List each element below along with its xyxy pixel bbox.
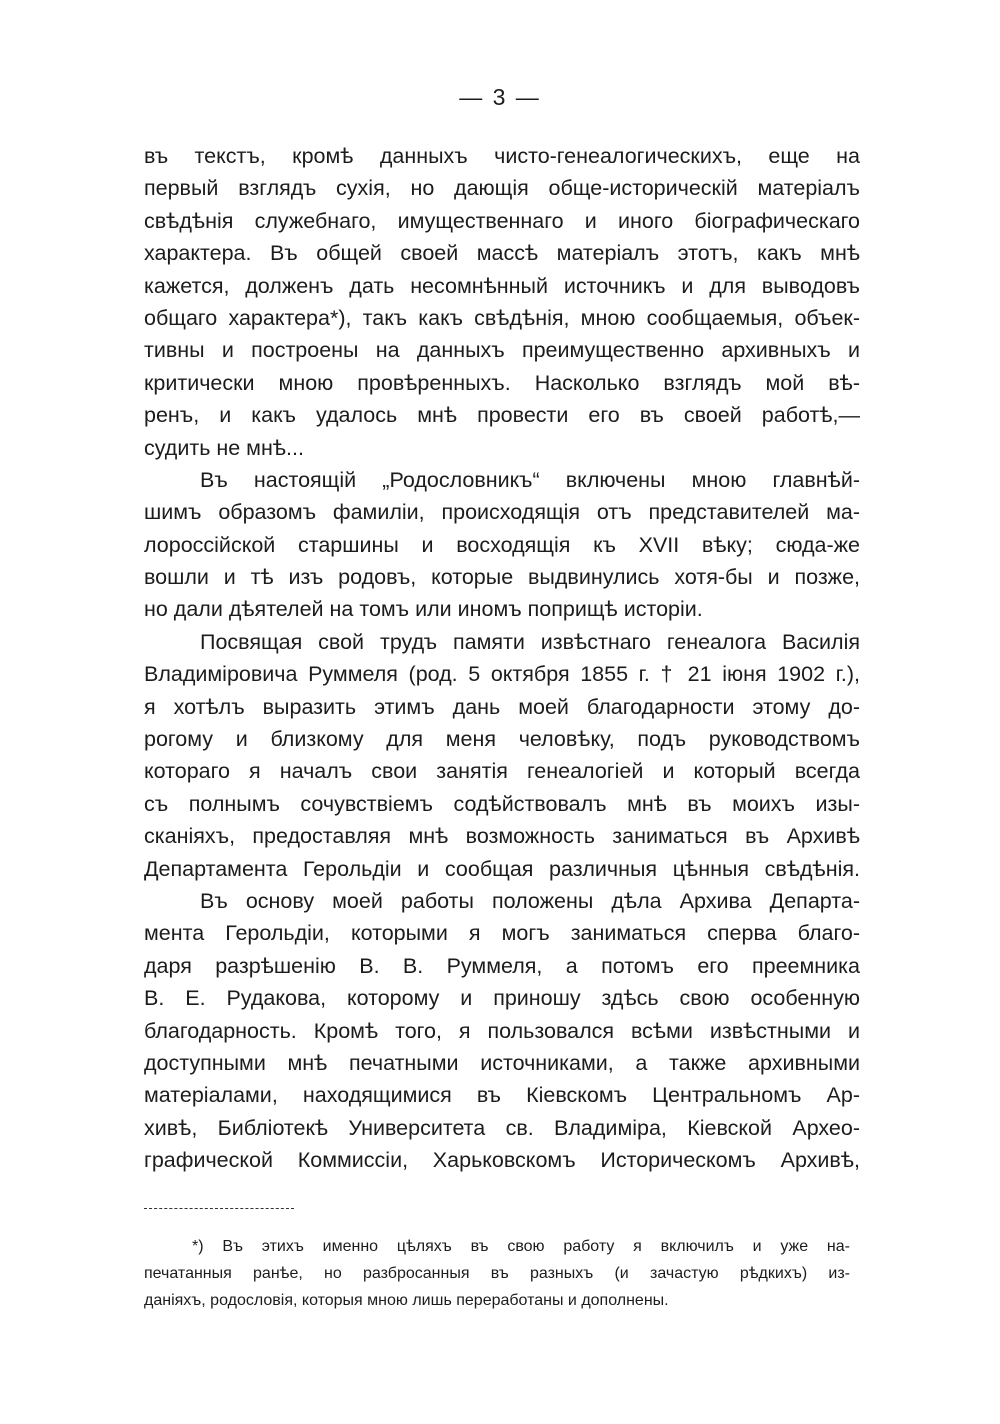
text-line: шимъ образомъ фамиліи, происходящія отъ представителей ма- <box>144 500 860 525</box>
text-line: матеріалами, находящимися въ Кіевскомъ Центральномъ Ар- <box>144 1083 860 1108</box>
footnote-line: *) Въ этихъ именно цѣляхъ въ свою работу я включилъ и уже на- <box>192 1238 850 1255</box>
text-line: Владиміровича Руммеля (род. 5 октября 1855 г. † 21 іюня 1902 г.), <box>144 662 860 687</box>
text-line: я хотѣлъ выразить этимъ дань моей благодарности этому до- <box>144 694 860 719</box>
text-line: кажется, долженъ дать несомнѣнный источникъ и для выводовъ <box>144 273 860 298</box>
footnote-line: даніяхъ, родословія, которыя мною лишь переработаны и дополнены. <box>144 1292 669 1309</box>
text-line: даря разрѣшенію В. В. Руммеля, а потомъ его преемника <box>144 953 860 978</box>
text-line: мента Герольдіи, которыми я могъ заниматься сперва благо- <box>144 921 860 946</box>
text-line: общаго характера*), такъ какъ свѣдѣнія, мною сообщаемыя, объек- <box>144 305 860 330</box>
page-number: — 3 — <box>459 84 541 110</box>
text-line: Департамента Герольдіи и сообщая различныя цѣнныя свѣдѣнія. <box>144 856 860 881</box>
text-line: вошли и тѣ изъ родовъ, которые выдвинулись хотя-бы и позже, <box>144 565 860 590</box>
text-line: съ полнымъ сочувствіемъ содѣйствовалъ мнѣ въ моихъ изы- <box>144 791 860 816</box>
footnote-line: печатанныя ранѣе, но разбросанныя въ разныхъ (и зачастую рѣдкихъ) из- <box>144 1265 850 1282</box>
footnote-separator <box>144 1208 294 1209</box>
text-line: характера. Въ общей своей массѣ матеріалъ этотъ, какъ мнѣ <box>144 241 860 266</box>
text-line: тивны и построены на данныхъ преимущественно архивныхъ и <box>144 338 860 363</box>
text-line: благодарность. Кромѣ того, я пользовался всѣми извѣстными и <box>144 1018 860 1043</box>
paragraph-first-line: Посвящая свой трудъ памяти извѣстнаго генеалога Василія <box>200 629 860 654</box>
text-line: хивѣ, Библіотекѣ Университета св. Владиміра, Кіевской Археo- <box>144 1115 860 1140</box>
text-line: но дали дѣятелей на томъ или иномъ поприщѣ исторіи. <box>144 597 703 622</box>
text-line: ренъ, и какъ удалось мнѣ провести его въ своей работѣ,— <box>144 403 860 428</box>
text-line: судить не мнѣ... <box>144 435 304 460</box>
text-line: свѣдѣнія служебнаго, имущественнаго и иного біографическаго <box>144 208 860 233</box>
body-text <box>144 140 860 1177</box>
text-line: лороссійской старшины и восходящія къ XVII вѣку; сюда-же <box>144 532 860 557</box>
text-line: доступными мнѣ печатными источниками, а также архивными <box>144 1050 860 1075</box>
footnote <box>144 1233 850 1314</box>
text-line: первый взглядъ сухія, но дающія обще-историческій матеріалъ <box>144 176 860 201</box>
text-line: графической Коммиссіи, Харьковскомъ Историческомъ Архивѣ, <box>144 1148 860 1173</box>
paragraph-first-line: Въ настоящій „Родословникъ“ включены мною главнѣй- <box>200 467 860 492</box>
text-line: В. Е. Рудакова, которому и приношу здѣсь свою особенную <box>144 986 860 1011</box>
paragraph-first-line: Въ основу моей работы положены дѣла Архива Департа- <box>200 888 860 913</box>
text-line: сканіяхъ, предоставляя мнѣ возможность заниматься въ Архивѣ <box>144 824 860 849</box>
text-line: котораго я началъ свои занятія генеалогіей и который всегда <box>144 759 860 784</box>
text-line: рогому и близкому для меня человѣку, подъ руководствомъ <box>144 727 860 752</box>
text-line: въ текстъ, кромѣ данныхъ чисто-генеалогическихъ, еще на <box>144 144 860 168</box>
text-line: критически мною провѣренныхъ. Насколько взглядъ мой вѣ- <box>144 370 860 395</box>
